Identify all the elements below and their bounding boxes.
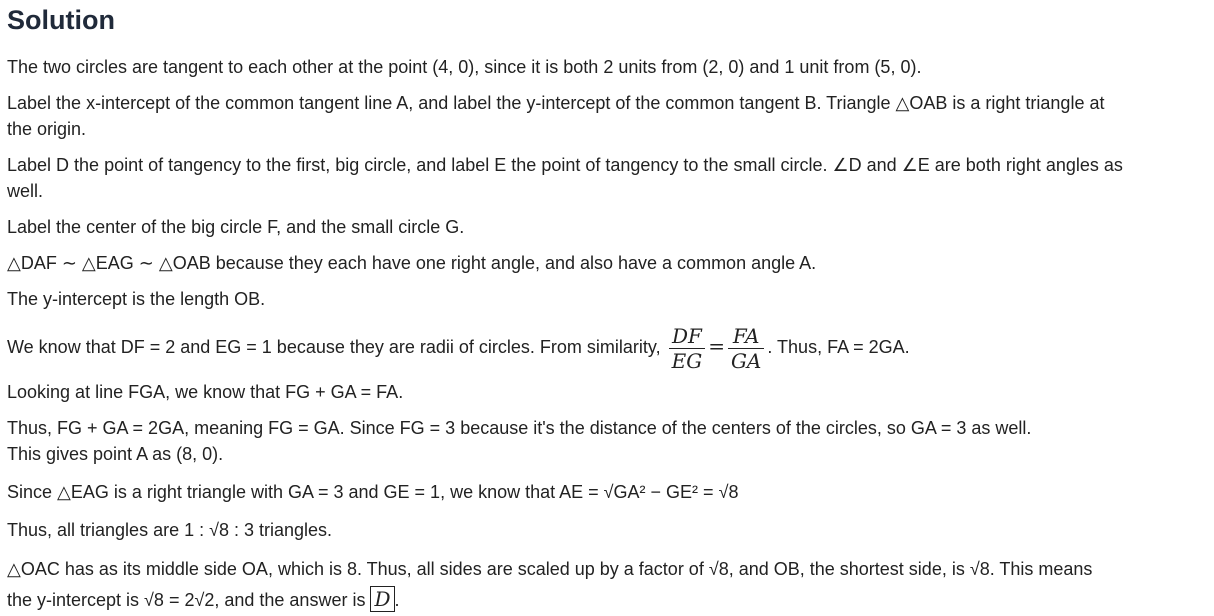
line-y-intercept: The y-intercept is the length OB.	[7, 289, 266, 309]
line-fga: Looking at line FGA, we know that FG + GA = FA.	[7, 382, 404, 402]
fraction-numerator: FA	[728, 324, 764, 349]
line-label-intercepts: Label the x-intercept of the common tangent line A, and label the y-intercept of the common tangent B. Triangle △OAB is a right triangle at	[7, 93, 1105, 113]
radii-text: We know that DF = 2 and EG = 1 because they are radii of circles. From similarity,	[7, 337, 661, 357]
thus-text: . Thus, FA = 2GA.	[767, 337, 910, 357]
answer-box: D	[370, 586, 394, 612]
line-radii-similarity	[7, 318, 1199, 375]
fraction-denominator: EG	[671, 348, 703, 373]
fraction-df-eg	[669, 324, 706, 373]
answer-text: the y-intercept is √8 = 2√2, and the answer is	[7, 590, 366, 610]
equals-sign: =	[708, 334, 725, 358]
line-fg-equals-ga: Thus, FG + GA = 2GA, meaning FG = GA. Since FG = 3 because it's the distance of the centers of the circles, so GA = 3 as well.	[7, 418, 1032, 438]
fraction-denominator: GA	[730, 348, 762, 373]
solution-heading: Solution	[7, 5, 115, 35]
line-right-triangle-eag: Since △EAG is a right triangle with GA = 3 and GE = 1, we know that AE = √GA² − GE² = √8	[7, 482, 739, 502]
line-tangent-point: The two circles are tangent to each other at the point (4, 0), since it is both 2 units from (2, 0) and 1 unit from (5, 0).	[7, 57, 922, 77]
line-label-tangency-cont: well.	[7, 181, 44, 201]
line-label-tangency: Label D the point of tangency to the first, big circle, and label E the point of tangency to the small circle. ∠D and ∠E are both right angles as	[7, 155, 1123, 175]
line-triangle-ratios: Thus, all triangles are 1 : √8 : 3 triangles.	[7, 520, 333, 540]
line-label-intercepts-cont: the origin.	[7, 119, 87, 139]
answer-period: .	[394, 590, 400, 610]
line-point-a: This gives point A as (8, 0).	[7, 444, 224, 464]
line-label-centers: Label the center of the big circle F, and the small circle G.	[7, 217, 465, 237]
line-answer	[7, 586, 1199, 613]
fraction-fa-ga	[728, 324, 764, 373]
line-scale-factor: △OAC has as its middle side OA, which is 8. Thus, all sides are scaled up by a factor of √8, and OB, the shortest side, is √8. This means	[7, 559, 1093, 579]
line-similar-triangles: △DAF ∼ △EAG ∼ △OAB because they each have one right angle, and also have a common angle A.	[7, 253, 817, 273]
fraction-numerator: DF	[669, 324, 706, 349]
